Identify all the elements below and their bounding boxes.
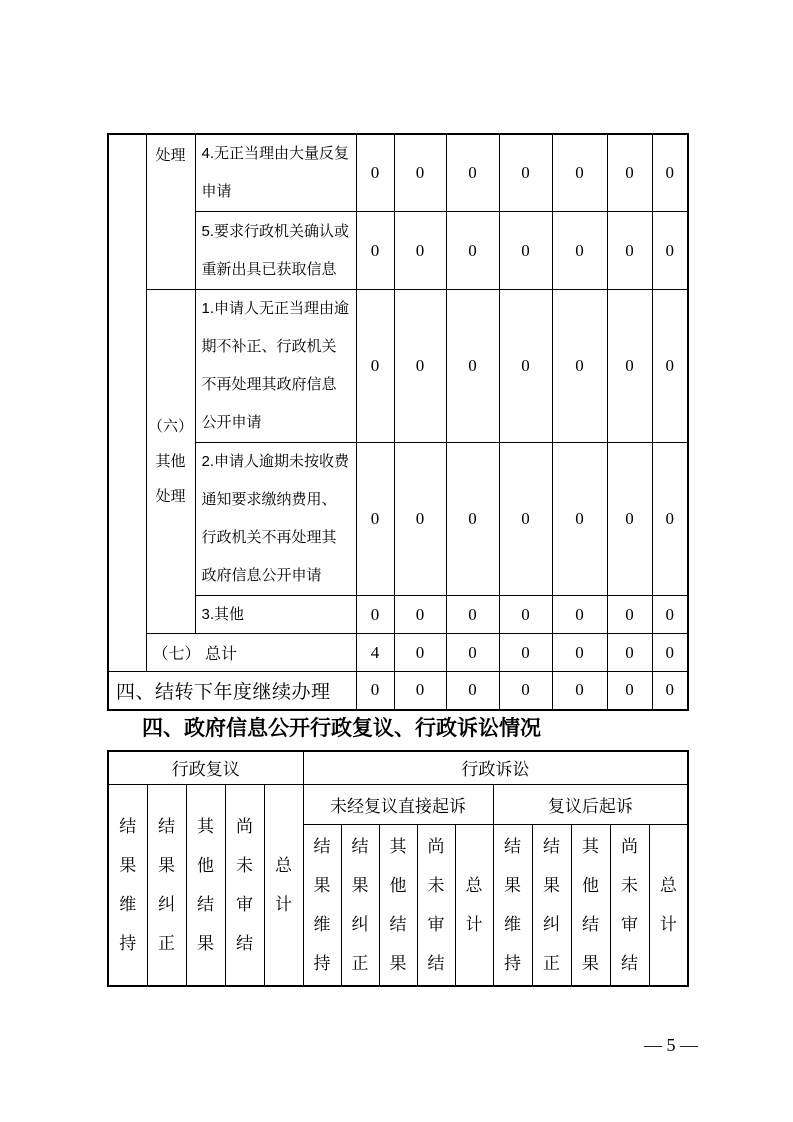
label-line: 其他 xyxy=(155,453,186,470)
value-cell: 0 xyxy=(446,134,499,212)
value-cell: 0 xyxy=(607,134,652,212)
value-cell: 0 xyxy=(607,596,652,634)
row-description: 3.其他 xyxy=(195,596,356,634)
table-row xyxy=(108,134,688,212)
direct-suit-total-col-header: 总计 xyxy=(455,824,493,986)
value-cell: 0 xyxy=(394,596,446,634)
value-cell: 0 xyxy=(356,134,394,212)
after-review-outcome-col-header: 结果纠正 xyxy=(532,824,571,986)
value-cell: 0 xyxy=(652,672,688,710)
value-cell: 0 xyxy=(552,596,607,634)
value-cell: 0 xyxy=(394,443,446,596)
value-cell: 0 xyxy=(446,212,499,290)
group-header-row xyxy=(108,751,688,784)
review-group-header: 行政复议 xyxy=(108,751,303,784)
row-description: 1.申请人无正当理由逾期不补正、行政机关不再处理其政府信息公开申请 xyxy=(195,290,356,443)
value-cell: 0 xyxy=(552,212,607,290)
total-row-label: （七） 总计 xyxy=(146,634,356,672)
processing-results-table xyxy=(107,133,689,711)
value-cell: 0 xyxy=(652,596,688,634)
carryover-row-label: 四、结转下年度继续办理 xyxy=(108,672,356,710)
value-cell: 0 xyxy=(446,290,499,443)
review-outcome-col-header: 结果纠正 xyxy=(147,784,186,986)
direct-suit-subheader: 未经复议直接起诉 xyxy=(303,784,493,824)
value-cell: 4 xyxy=(356,634,394,672)
value-cell: 0 xyxy=(356,443,394,596)
value-cell: 0 xyxy=(552,443,607,596)
value-cell: 0 xyxy=(499,134,552,212)
value-cell: 0 xyxy=(552,672,607,710)
row-description: 4.无正当理由大量反复申请 xyxy=(195,134,356,212)
value-cell: 0 xyxy=(607,634,652,672)
value-cell: 0 xyxy=(607,212,652,290)
value-cell: 0 xyxy=(446,634,499,672)
section-heading: 四、政府信息公开行政复议、行政诉讼情况 xyxy=(142,717,541,740)
value-cell: 0 xyxy=(446,443,499,596)
value-cell: 0 xyxy=(394,634,446,672)
value-cell: 0 xyxy=(499,596,552,634)
review-total-col-header: 总计 xyxy=(264,784,303,986)
label-line: （六） xyxy=(147,418,193,435)
total-row xyxy=(108,634,688,672)
value-cell: 0 xyxy=(499,634,552,672)
value-cell: 0 xyxy=(499,212,552,290)
after-review-suit-subheader: 复议后起诉 xyxy=(493,784,688,824)
value-cell: 0 xyxy=(394,672,446,710)
value-cell: 0 xyxy=(356,212,394,290)
litigation-group-header: 行政诉讼 xyxy=(303,751,688,784)
value-cell: 0 xyxy=(446,672,499,710)
direct-suit-outcome-col-header: 结果纠正 xyxy=(341,824,379,986)
table-row xyxy=(108,212,688,290)
table-row xyxy=(108,443,688,596)
row-description: 5.要求行政机关确认或重新出具已获取信息 xyxy=(195,212,356,290)
processing-label-cell: 处理 xyxy=(146,134,195,290)
value-cell: 0 xyxy=(652,212,688,290)
review-litigation-table xyxy=(107,750,689,987)
after-review-outcome-col-header: 其他结果 xyxy=(571,824,610,986)
direct-suit-outcome-col-header: 其他结果 xyxy=(379,824,417,986)
direct-suit-outcome-col-header: 尚未审结 xyxy=(417,824,455,986)
value-cell: 0 xyxy=(607,290,652,443)
value-cell: 0 xyxy=(394,134,446,212)
row-description: 2.申请人逾期未按收费通知要求缴纳费用、行政机关不再处理其政府信息公开申请 xyxy=(195,443,356,596)
other-processing-label-cell xyxy=(146,290,195,634)
review-outcome-col-header: 其他结果 xyxy=(186,784,225,986)
value-cell: 0 xyxy=(652,443,688,596)
carryover-row xyxy=(108,672,688,710)
after-review-outcome-col-header: 结果维持 xyxy=(493,824,532,986)
review-outcome-col-header: 尚未审结 xyxy=(225,784,264,986)
value-cell: 0 xyxy=(552,290,607,443)
value-cell: 0 xyxy=(356,672,394,710)
label-line: 处理 xyxy=(155,488,186,505)
value-cell: 0 xyxy=(499,672,552,710)
value-cell: 0 xyxy=(499,290,552,443)
value-cell: 0 xyxy=(356,290,394,443)
review-outcome-col-header: 结果维持 xyxy=(108,784,147,986)
value-cell: 0 xyxy=(607,672,652,710)
value-cell: 0 xyxy=(394,212,446,290)
value-cell: 0 xyxy=(652,134,688,212)
value-cell: 0 xyxy=(552,134,607,212)
value-cell: 0 xyxy=(552,634,607,672)
spanned-left-cell xyxy=(108,134,146,672)
page-number: — 5 — xyxy=(644,1035,698,1055)
value-cell: 0 xyxy=(356,596,394,634)
value-cell: 0 xyxy=(446,596,499,634)
after-review-total-col-header: 总计 xyxy=(649,824,688,986)
value-cell: 0 xyxy=(652,290,688,443)
value-cell: 0 xyxy=(499,443,552,596)
after-review-outcome-col-header: 尚未审结 xyxy=(610,824,649,986)
value-cell: 0 xyxy=(394,290,446,443)
subgroup-header-row xyxy=(108,784,688,824)
table-row xyxy=(108,290,688,443)
value-cell: 0 xyxy=(652,634,688,672)
direct-suit-outcome-col-header: 结果维持 xyxy=(303,824,341,986)
value-cell: 0 xyxy=(607,443,652,596)
table-row xyxy=(108,596,688,634)
